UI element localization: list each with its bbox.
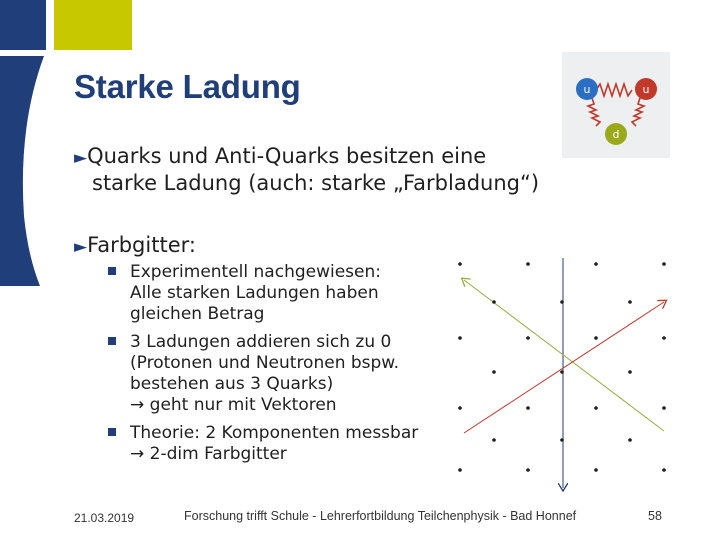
subbullet-1-line-3: gleichen Betrag (130, 304, 265, 324)
square-bullet-icon (108, 337, 116, 345)
subbullet-3 (108, 423, 418, 465)
lattice-dot (492, 438, 496, 442)
bullet-2 (74, 232, 196, 261)
lattice-dot (628, 370, 632, 374)
footer-text: Forschung trifft Schule - Lehrerfortbildung Teilchenphysik - Bad Honnef (184, 509, 577, 523)
subbullet-3-line-1: Theorie: 2 Komponenten messbar (130, 423, 419, 443)
bullet-1-line-1: Quarks und Anti-Quarks besitzen eine (87, 144, 487, 168)
lattice-dot (526, 406, 530, 410)
subbullet-1 (108, 262, 381, 325)
quark-label-1: u (583, 83, 591, 96)
subbullet-3-arrow-line (108, 444, 418, 465)
subbullet-2-line-1: 3 Ladungen addieren sich zu 0 (130, 332, 392, 352)
lattice-dot (458, 336, 462, 340)
arrow-right-icon: → (130, 395, 145, 415)
subbullet-2-arrow-text: geht nur mit Vektoren (149, 395, 337, 415)
lattice-dot (594, 406, 598, 410)
lattice-dot (458, 468, 462, 472)
subbullet-2 (108, 332, 399, 416)
lattice-dot (628, 438, 632, 442)
lattice-dot (594, 262, 598, 266)
lattice-dot (526, 262, 530, 266)
lattice-dot (492, 370, 496, 374)
lattice-dot (458, 406, 462, 410)
lattice-dot (628, 300, 632, 304)
corner-block-navy (0, 0, 46, 50)
lattice-dot (662, 468, 666, 472)
bullet-1 (74, 143, 486, 172)
subbullet-3-arrow-text: 2-dim Farbgitter (149, 444, 287, 464)
bullet-1-continued (92, 170, 539, 197)
lattice-dot (662, 262, 666, 266)
bullet-triangle-icon: ► (74, 148, 88, 168)
subbullet-2-arrow-line (108, 395, 399, 416)
red-axis (464, 302, 664, 433)
spring-left (588, 98, 600, 126)
lattice-dot (594, 468, 598, 472)
lattice-dot (662, 336, 666, 340)
subbullet-2-line-3: bestehen aus 3 Quarks) (130, 374, 334, 394)
square-bullet-icon (108, 267, 116, 275)
lattice-dot (662, 406, 666, 410)
lattice-dot (560, 438, 564, 442)
arrow-right-icon: → (130, 444, 145, 464)
bullet-triangle-icon: ► (74, 237, 88, 257)
quark-label-3: d (612, 128, 620, 141)
lattice-dot (526, 468, 530, 472)
footer-date: 21.03.2019 (74, 511, 135, 525)
page-number: 58 (648, 509, 662, 523)
square-bullet-icon (108, 428, 116, 436)
color-lattice-diagram (450, 250, 690, 500)
lattice-dot (526, 336, 530, 340)
spring-top (596, 84, 632, 96)
lattice-dot (594, 336, 598, 340)
lattice-dot (458, 262, 462, 266)
bullet-2-line-1: Farbgitter: (87, 233, 196, 257)
subbullet-1-line-1: Experimentell nachgewiesen: (130, 262, 381, 282)
quark-label-2: u (642, 83, 650, 96)
slide-title: Starke Ladung (74, 68, 301, 105)
lattice-dots (458, 262, 666, 472)
lattice-dot (560, 300, 564, 304)
subbullet-1-line-2: Alle starken Ladungen haben (130, 283, 379, 303)
corner-block-olive (54, 0, 132, 50)
quark-diagram (562, 52, 670, 158)
bullet-1-line-2: starke Ladung (auch: starke „Farbladung“) (92, 171, 540, 195)
lattice-dot (560, 370, 564, 374)
lattice-dot (492, 300, 496, 304)
subbullet-2-line-2: (Protonen und Neutronen bspw. (130, 353, 400, 373)
spring-right (632, 98, 644, 126)
